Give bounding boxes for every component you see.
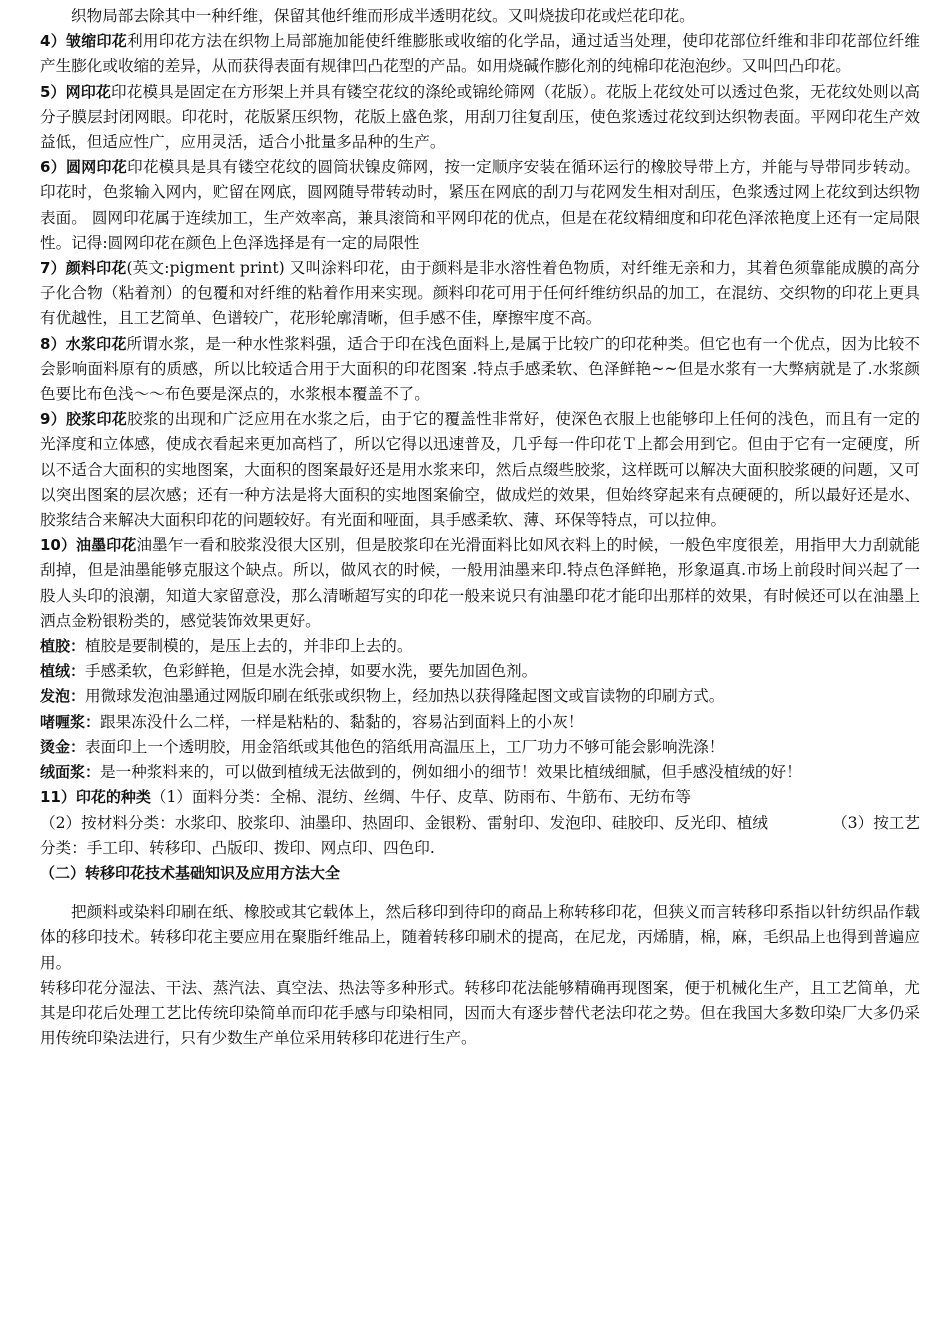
item-rotary-screen-printing: [40, 155, 920, 256]
section-paragraph-1: 把颜料或染料印刷在纸、橡胶或其它载体上，然后移印到待印的商品上称转移印花，但狭义而言转移印系指以针纺织品作载体的移印技术。转移印花主要应用在聚脂纤维品上，随着转移印刷术的提高，在尼龙，丙烯腈，棉，麻，毛织品上也得到普遍应用。: [40, 903, 920, 972]
category-process: （3）按工艺分类：手工印、转移印、凸版印、拨印、网点印、四色印.: [40, 813, 921, 857]
item-plastisol-printing: [40, 407, 920, 533]
term-heading: 植胶：: [40, 637, 86, 656]
item-body: 利用印花方法在织物上局部施加能使纤维膨胀或收缩的化学品，通过适当处理，使印花部位纤维和非印花部位纤维产生膨化或收缩的差异，从而获得表面有规律凹凸花型的产品。如用烧碱作膨化剂的纯棉印花泡泡纱。又叫凹凸印花。: [40, 32, 920, 76]
category-fabric: （1）面料分类：全棉、混纺、丝绸、牛仔、皮草、防雨布、牛筋布、无纺布等: [150, 788, 691, 807]
item-heading: 4）皱缩印花: [40, 32, 128, 51]
term-gel: [40, 710, 920, 735]
item-heading: 5）网印花: [40, 82, 112, 101]
item-print-types-cont: [40, 811, 920, 861]
item-ink-printing: [40, 533, 920, 634]
term-heading: 发泡：: [40, 687, 86, 706]
term-foil: [40, 735, 920, 760]
item-pigment-printing: [40, 256, 920, 332]
item-body: (英文:pigment print) 又叫涂料印花，由于颜料是非水溶性着色物质，对纤维无亲和力，其着色须靠能成膜的高分子化合物（粘着剂）的包覆和对纤维的粘着作用来实现。颜料印花可用于任何纤维纺织品的加工，在混纺、交织物的印花上更具有优越性，且工艺简单、色谱较广，花形轮廓清晰，但手感不佳，摩擦牢度不高。: [40, 259, 920, 328]
term-heading: 绒面浆：: [40, 763, 101, 782]
section-title: （二）转移印花技术基础知识及应用方法大全: [40, 863, 341, 882]
item-heading: 8）水浆印花: [40, 334, 127, 353]
item-heading: 11）印花的种类: [40, 788, 151, 807]
term-puff: [40, 684, 920, 709]
item-crinkle-printing: [40, 29, 920, 79]
paragraph-burnout: 织物局部去除其中一种纤维，保留其他纤维而形成半透明花纹。又叫烧拔印花或烂花印花。: [71, 7, 695, 25]
term-suede-paste: [40, 760, 920, 785]
item-water-based-printing: [40, 332, 920, 408]
item-heading: 9）胶浆印花: [40, 410, 128, 429]
term-body: 手感柔软，色彩鲜艳，但是水洗会掉，如要水洗，要先加固色剂。: [85, 662, 538, 681]
section-paragraph-2: 转移印花分湿法、干法、蒸汽法、真空法、热法等多种形式。转移印花法能够精确再现图案，便于机械化生产，且工艺简单，尤其是印花后处理工艺比传统印染简单而印花手感与印染相同，因而大有逐步替代老法印花之势。但在我国大多数印染厂大多仍采用传统印染法进行，只有少数生产单位采用转移印花进行生产。: [40, 978, 920, 1048]
item-body: 油墨乍一看和胶浆没很大区别，但是胶浆印在光滑面料比如风衣料上的时候，一般色牢度很差，用指甲大力刮就能刮掉，但是油墨能够克服这个缺点。所以，做风衣的时候，一般用油墨来印.特点色泽鲜艳，形象逼真.市场上前段时间兴起了一股人头印的浪潮，知道大家留意没，那么清晰超写实的印花一般来说只有油墨印花才能印出那样的效果，有时候还可以在油墨上洒点金粉银粉类的，感觉装饰效果更好。: [40, 536, 920, 630]
item-heading: 10）油墨印花: [40, 536, 137, 555]
term-body: 植胶是要制模的，是压上去的，并非印上去的。: [85, 637, 413, 656]
term-body: 用微球发泡油墨通过网版印刷在纸张或织物上，经加热以获得隆起图文或盲读物的印刷方式。: [85, 687, 725, 706]
item-body: 印花模具是具有镂空花纹的圆筒状镍皮筛网，按一定顺序安装在循环运行的橡胶导带上方，并能与导带同步转动。印花时，色浆输入网内，贮留在网底，圆网随导带转动时，紧压在网底的刮刀与花网发生相对刮压，色浆透过网上花纹到达织物表面。 圆网印花属于连续加工，生产效率高，兼具滚筒和平网印花的优点，但是在花纹精细度和印花色泽浓艳度上还有一定局限性。记得:圆网印花在颜色上色泽选择是有一定的局限性: [40, 158, 920, 252]
term-heading: 植绒：: [40, 662, 86, 681]
item-screen-printing: [40, 80, 920, 156]
term-heading: 烫金：: [40, 737, 86, 756]
term-body: 是一种浆料来的，可以做到植绒无法做到的，例如细小的细节！效果比植绒细腻，但手感没植绒的好！: [100, 763, 802, 782]
item-body: 胶浆的出现和广泛应用在水浆之后，由于它的覆盖性非常好，使深色衣服上也能够印上任何的浅色，而且有一定的光泽度和立体感，使成衣看起来更加高档了，所以它得以迅速普及，几乎每一件印花Ｔ上都会用到它。但由于它有一定硬度，所以不适合大面积的实地图案，大面积的图案最好还是用水浆来印，然后点缀些胶浆，这样既可以解决大面积胶浆硬的问题，又可以突出图案的层次感；还有一种方法是将大面积的实地图案偷空，做成烂的效果，但始终穿起来有点硬硬的，所以最好还是水、胶浆结合来解决大面积印花的问题较好。有光面和哑面，具手感柔软、薄、环保等特点，可以拉伸。: [40, 410, 920, 530]
term-body: 表面印上一个透明胶，用金箔纸或其他色的箔纸用高温压上，工厂功力不够可能会影响洗涤！: [85, 737, 725, 756]
item-heading: 7）颜料印花: [40, 259, 127, 278]
item-print-types: [40, 785, 920, 810]
item-body: 所谓水浆，是一种水性浆料强，适合于印在浅色面料上,是属于比较广的印花种类。但它也有一个优点，因为比较不会影响面料原有的质感，所以比较适合用于大面积的印花图案 .特点手感柔软、色泽鲜艳~~但是水浆有一大弊病就是了.水浆颜色要比布色浅～～布色要是深点的，水浆根本覆盖不了。: [40, 334, 920, 404]
term-body: 跟果冻没什么二样，一样是粘粘的、黏黏的，容易沾到面料上的小灰！: [100, 712, 584, 731]
item-body: 印花模具是固定在方形架上并具有镂空花纹的涤纶或锦纶筛网（花版）。花版上花纹处可以透过色浆，无花纹处则以高分子膜层封闭网眼。印花时，花版紧压织物，花版上盛色浆，用刮刀往复刮压，使色浆透过花纹到达织物表面。平网印花生产效益低，但适应性广，应用灵活，适合小批量多品种的生产。: [40, 82, 921, 152]
category-material: （2）按材料分类：水浆印、胶浆印、油墨印、热固印、金银粉、雷射印、发泡印、硅胶印、反光印、植绒: [40, 813, 769, 832]
term-heading: 啫喱浆：: [40, 712, 101, 731]
term-flocking: [40, 659, 920, 684]
item-heading: 6）圆网印花: [40, 158, 128, 177]
document-page: [40, 0, 920, 1051]
term-flock-glue: [40, 634, 920, 659]
